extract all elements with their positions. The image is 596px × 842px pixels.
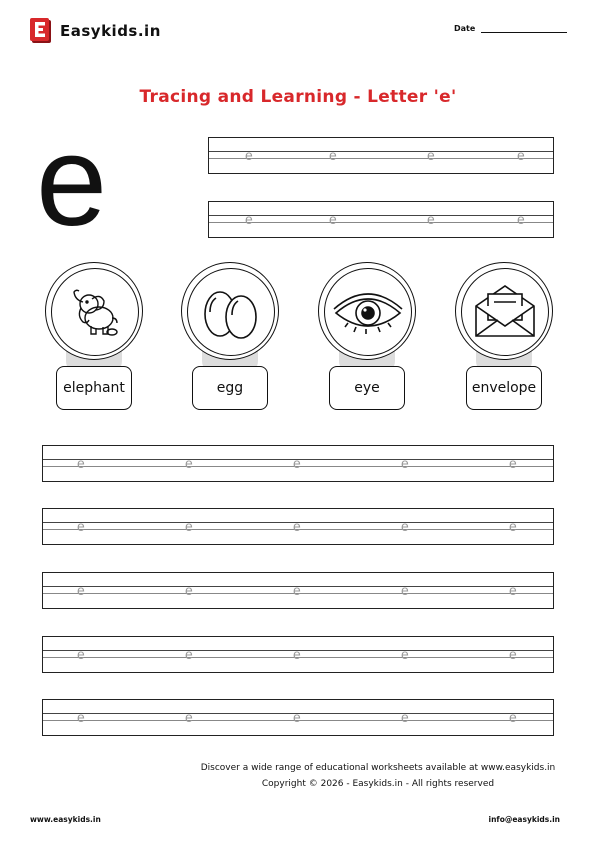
trace-letter: e — [293, 582, 301, 598]
trace-letter: e — [509, 518, 517, 534]
egg-icon — [187, 268, 275, 356]
picture-card-eye — [318, 262, 416, 422]
picture-label: envelope — [466, 366, 542, 410]
trace-letter: e — [77, 518, 85, 534]
picture-circle — [181, 262, 279, 360]
big-letter: e — [36, 110, 108, 253]
picture-circle — [45, 262, 143, 360]
footer-email: info@easykids.in — [488, 815, 560, 824]
eye-icon — [324, 268, 412, 356]
trace-letter: e — [185, 709, 193, 725]
picture-card-envelope — [455, 262, 553, 422]
trace-letter: e — [329, 147, 337, 163]
footer-website: www.easykids.in — [30, 815, 101, 824]
elephant-icon — [51, 268, 139, 356]
trace-letter: e — [427, 147, 435, 163]
tracing-row — [42, 508, 554, 545]
trace-letter: e — [293, 455, 301, 471]
trace-letter: e — [293, 518, 301, 534]
trace-letter: e — [77, 455, 85, 471]
tracing-row — [208, 137, 554, 174]
tracing-row — [42, 445, 554, 482]
trace-letter: e — [509, 709, 517, 725]
logo-e-icon — [30, 18, 52, 44]
trace-letter: e — [517, 211, 525, 227]
date-line — [481, 25, 567, 33]
page-title: Tracing and Learning - Letter 'e' — [139, 87, 457, 107]
picture-card-egg — [181, 262, 279, 422]
trace-letter: e — [329, 211, 337, 227]
trace-letter: e — [185, 582, 193, 598]
logo-text: Easykids.in — [60, 22, 161, 40]
trace-letter: e — [401, 646, 409, 662]
picture-label: egg — [192, 366, 268, 410]
trace-letter: e — [401, 709, 409, 725]
guide-line — [209, 158, 553, 159]
trace-letter: e — [293, 709, 301, 725]
footer-copyright: Copyright © 2026 - Easykids.in - All rights reserved — [261, 779, 495, 789]
trace-letter: e — [77, 709, 85, 725]
tracing-row — [42, 699, 554, 736]
trace-letter: e — [77, 646, 85, 662]
picture-label: elephant — [56, 366, 132, 410]
trace-letter: e — [401, 582, 409, 598]
date-label: Date — [454, 24, 476, 33]
trace-letter: e — [77, 582, 85, 598]
trace-letter: e — [509, 582, 517, 598]
trace-letter: e — [427, 211, 435, 227]
guide-line — [209, 151, 553, 152]
trace-letter: e — [185, 455, 193, 471]
date-field — [454, 24, 567, 33]
tracing-row — [208, 201, 554, 238]
tracing-row — [42, 572, 554, 609]
trace-letter: e — [509, 646, 517, 662]
site-logo — [30, 18, 161, 44]
footer-discover: Discover a wide range of educational worksheets available at www.easykids.in — [200, 763, 556, 773]
guide-line — [209, 222, 553, 223]
envelope-icon — [461, 268, 549, 356]
trace-letter: e — [293, 646, 301, 662]
picture-circle — [455, 262, 553, 360]
trace-letter: e — [245, 147, 253, 163]
tracing-row — [42, 636, 554, 673]
picture-circle — [318, 262, 416, 360]
trace-letter: e — [401, 455, 409, 471]
trace-letter: e — [401, 518, 409, 534]
trace-letter: e — [245, 211, 253, 227]
picture-label: eye — [329, 366, 405, 410]
trace-letter: e — [185, 518, 193, 534]
trace-letter: e — [509, 455, 517, 471]
trace-letter: e — [185, 646, 193, 662]
guide-line — [209, 215, 553, 216]
trace-letter: e — [517, 147, 525, 163]
picture-card-elephant — [45, 262, 143, 422]
